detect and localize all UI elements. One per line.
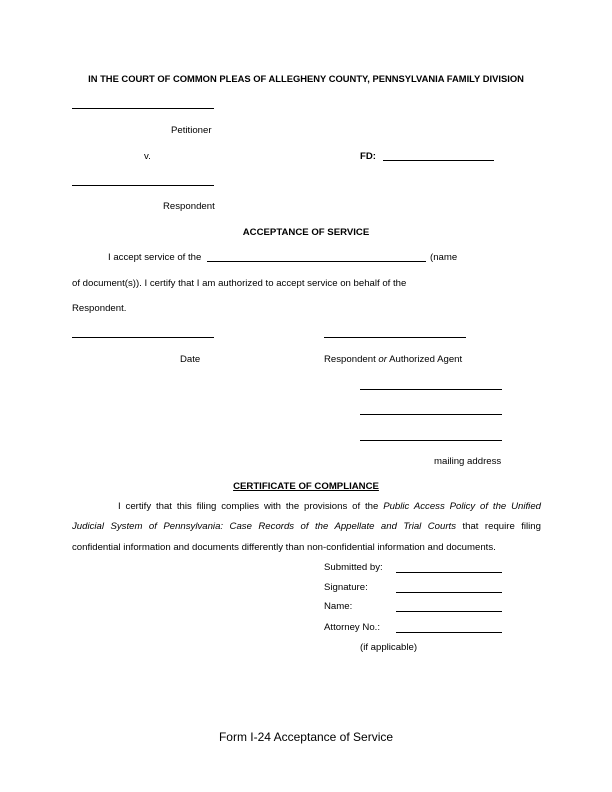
submitted-by-line [396, 572, 502, 573]
acceptance-title: ACCEPTANCE OF SERVICE [242, 227, 370, 238]
agent-label-authorized: Authorized Agent [389, 354, 463, 365]
document-name-line [207, 261, 426, 262]
respondent-name-line [72, 185, 214, 186]
name-label: Name: [324, 601, 353, 612]
date-label: Date [180, 354, 201, 365]
attorney-no-label: Attorney No.: [324, 622, 380, 633]
form-footer: Form I-24 Acceptance of Service [218, 730, 394, 744]
versus-text: v. [144, 151, 151, 162]
if-applicable-note: (if applicable) [360, 642, 418, 653]
name-line [396, 611, 502, 612]
certificate-line1-text: I certify that this filing complies with the provisions of the [118, 501, 379, 512]
fd-number-line [383, 160, 494, 161]
judicial-system-italic: Judicial System of Pennsylvania: [72, 521, 224, 532]
court-heading: IN THE COURT OF COMMON PLEAS OF ALLEGHENY COUNTY, PENNSYLVANIA FAMILY DIVISION [88, 73, 524, 84]
acceptance-line1-end: (name [430, 252, 458, 263]
agent-label-respondent: Respondent [324, 354, 376, 365]
certificate-title: CERTIFICATE OF COMPLIANCE [233, 481, 379, 492]
agent-signature-line [324, 337, 466, 338]
petitioner-label: Petitioner [171, 125, 212, 136]
case-records-italic: Case Records of the Appellate and Trial Courts [229, 521, 457, 532]
respondent-label: Respondent [163, 201, 215, 212]
policy-name-italic: Public Access Policy of the Unified [383, 501, 541, 512]
mailing-address-label: mailing address [434, 456, 502, 467]
address-line-3 [360, 440, 502, 441]
submitted-by-label: Submitted by: [324, 562, 383, 573]
petitioner-name-line [72, 108, 214, 109]
attorney-no-line [396, 632, 502, 633]
signature-label: Signature: [324, 582, 368, 593]
certificate-line3: confidential information and documents differently than non-confidential information and documents. [72, 542, 496, 553]
acceptance-line3: Respondent. [72, 303, 127, 314]
certificate-line1 [118, 502, 541, 512]
acceptance-line2: of document(s)). I certify that I am authorized to accept service on behalf of the [72, 278, 407, 289]
acceptance-line1-start: I accept service of the [108, 252, 202, 263]
signature-line [396, 592, 502, 593]
fd-label: FD: [360, 151, 376, 162]
certificate-line2-text: that require filing [462, 521, 541, 532]
agent-label-or: or [378, 354, 387, 365]
agent-label [324, 355, 462, 365]
address-line-2 [360, 414, 502, 415]
date-line [72, 337, 214, 338]
certificate-line2 [72, 522, 541, 532]
address-line-1 [360, 389, 502, 390]
